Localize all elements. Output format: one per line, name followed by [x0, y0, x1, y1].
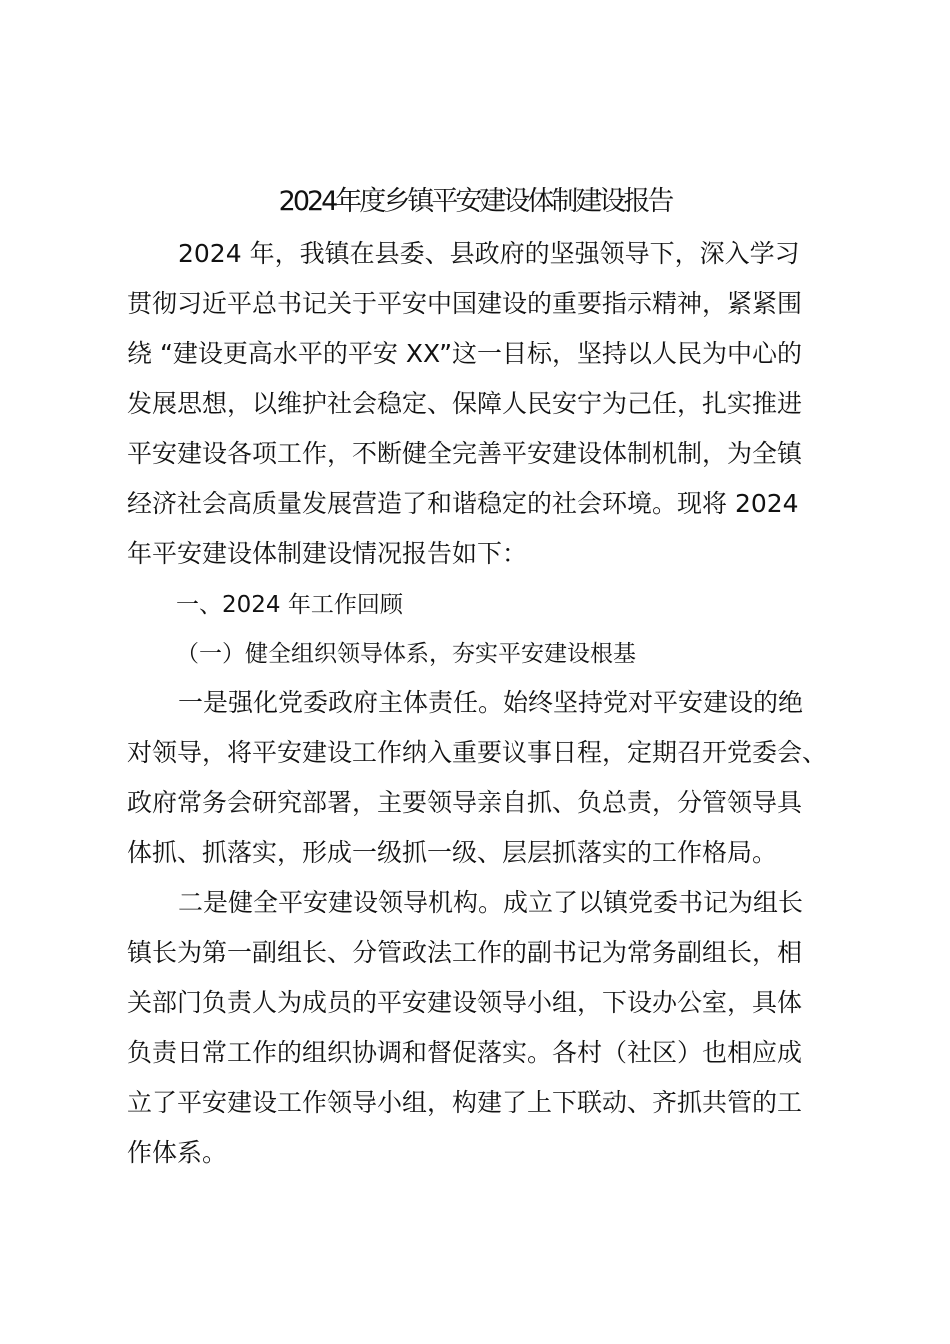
paragraph-line: 平安建设各项工作，不断健全完善平安建设体制机制，为全镇: [127, 439, 803, 468]
paragraph-line: 二是健全平安建设领导机构。成立了以镇党委书记为组长: [178, 888, 804, 917]
paragraph-line: 经济社会高质量发展营造了和谐稳定的社会环境。现将 2024: [127, 489, 799, 518]
paragraph-line: 立了平安建设工作领导小组，构建了上下联动、齐抓共管的工: [127, 1088, 803, 1117]
subsection-heading: （一）健全组织领导体系，夯实平安建设根基: [176, 641, 636, 667]
paragraph-line: 一是强化党委政府主体责任。始终坚持党对平安建设的绝: [178, 688, 804, 717]
section-heading: 一、2024 年工作回顾: [176, 592, 403, 618]
paragraph-line: 绕 “建设更高水平的平安 XX”这一目标，坚持以人民为中心的: [127, 339, 803, 368]
paragraph-line: 关部门负责人为成员的平安建设领导小组，下设办公室，具体: [127, 988, 803, 1017]
paragraph-line: 镇长为第一副组长、分管政法工作的副书记为常务副组长，相: [127, 938, 803, 967]
paragraph-line: 发展思想，以维护社会稳定、保障人民安宁为己任，扎实推进: [127, 389, 803, 418]
paragraph-line: 对领导，将平安建设工作纳入重要议事日程，定期召开党委会、: [127, 738, 828, 767]
paragraph-line: 负责日常工作的组织协调和督促落实。各村（社区）也相应成: [127, 1038, 803, 1067]
paragraph-line: 年平安建设体制建设情况报告如下：: [127, 539, 528, 568]
paragraph-line: 政府常务会研究部署，主要领导亲自抓、负总责，分管领导具: [127, 788, 803, 817]
document-title: 2024年度乡镇平安建设体制建设报告: [278, 186, 672, 217]
paragraph-line: 作体系。: [127, 1138, 228, 1167]
paragraph-line: 体抓、抓落实，形成一级抓一级、层层抓落实的工作格局。: [127, 838, 778, 867]
paragraph-line: 2024 年，我镇在县委、县政府的坚强领导下，深入学习: [178, 239, 800, 268]
paragraph-line: 贯彻习近平总书记关于平安中国建设的重要指示精神，紧紧围: [127, 289, 803, 318]
